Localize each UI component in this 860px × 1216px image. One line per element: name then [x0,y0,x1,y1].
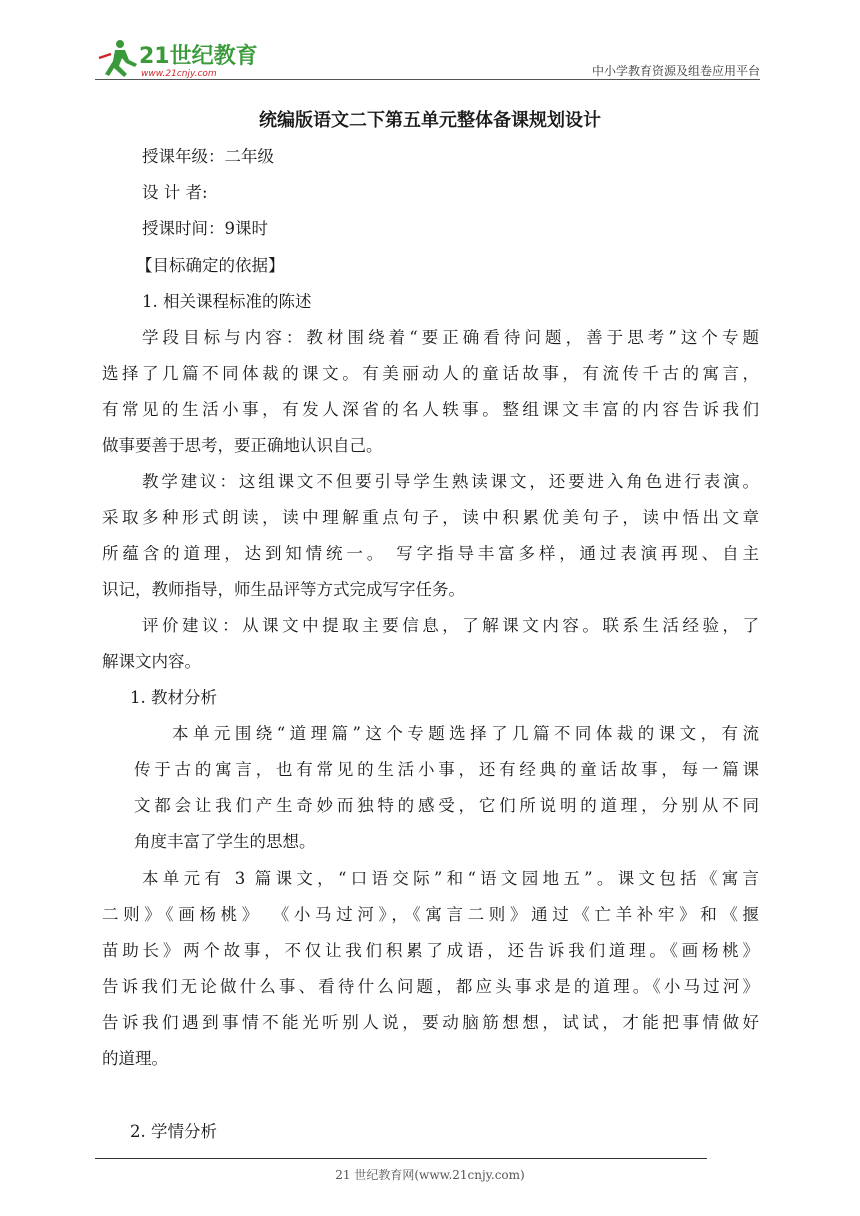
subheading-standards: 1. 相关课程标准的陈述 [142,292,312,311]
subheading-learner-analysis: 2. 学情分析 [130,1122,217,1141]
paragraph-line: 做事要善于思考，要正确地认识自己。 [102,436,383,455]
header-platform-text: 中小学教育资源及组卷应用平台 [591,64,760,78]
paragraph-line: 有常见的生活小事，有发人深省的名人轶事。整组课文丰富的内容告诉我们 [102,400,759,419]
paragraph-line: 传于古的寓言，也有常见的生活小事，还有经典的童话故事，每一篇课 [134,760,759,779]
logo-url: www.21cnjy.com [141,69,217,79]
paragraph-line: 的道理。 [102,1049,168,1068]
paragraph-line: 二则》《画杨桃》 《小马过河》，《寓言二则》通过《亡羊补牢》和《揠 [102,905,759,924]
logo-21cnjy-icon [95,36,265,80]
paragraph-line: 解课文内容。 [102,652,201,671]
paragraph-line: 学段目标与内容：教材围绕着“要正确看待问题，善于思考”这个专题 [142,328,759,347]
section-heading-basis: 【目标确定的依据】 [136,256,285,275]
line-hours: 授课时间：9课时 [142,219,268,238]
paragraph-line: 告诉我们遇到事情不能光听别人说，要动脑筋想想，试试，才能把事情做好 [102,1013,759,1032]
line-grade: 授课年级：二年级 [142,147,274,166]
footer-divider [95,1158,707,1159]
line-designer: 设 计 者: [142,183,208,202]
logo-text: 21世纪教育 [139,44,258,69]
paragraph-line: 选择了几篇不同体裁的课文。有美丽动人的童话故事，有流传千古的寓言， [102,364,759,383]
document-title: 统编版语文二下第五单元整体备课规划设计 [259,110,601,131]
paragraph-line: 本单元围绕“道理篇”这个专题选择了几篇不同体裁的课文，有流 [172,724,759,743]
paragraph-line: 文都会让我们产生奇妙而独特的感受，它们所说明的道理，分别从不同 [134,796,759,815]
paragraph-line: 告诉我们无论做什么事、看待什么问题，都应头事求是的道理。《小马过河》 [102,977,759,996]
paragraph-line: 采取多种形式朗读，读中理解重点句子，读中积累优美句子，读中悟出文章 [102,508,759,527]
paragraph-line: 评价建议：从课文中提取主要信息，了解课文内容。联系生活经验，了 [142,616,759,635]
paragraph-line: 教学建议：这组课文不但要引导学生熟读课文，还要进入角色进行表演。 [142,472,759,491]
paragraph-line: 所蕴含的道理，达到知情统一。 写字指导丰富多样，通过表演再现、自主 [102,544,759,563]
paragraph-line: 本单元有 3 篇课文，“口语交际”和“语文园地五”。课文包括《寓言 [142,869,759,888]
subheading-textbook: 1. 教材分析 [130,688,217,707]
paragraph-line: 角度丰富了学生的思想。 [134,832,316,851]
paragraph-line: 苗助长》两个故事，不仅让我们积累了成语，还告诉我们道理。《画杨桃》 [102,941,759,960]
page-header [95,36,760,80]
header-divider [95,79,760,80]
page-footer: 21 世纪教育网(www.21cnjy.com) [335,1168,525,1182]
paragraph-line: 识记，教师指导，师生品评等方式完成写字任务。 [102,580,465,599]
